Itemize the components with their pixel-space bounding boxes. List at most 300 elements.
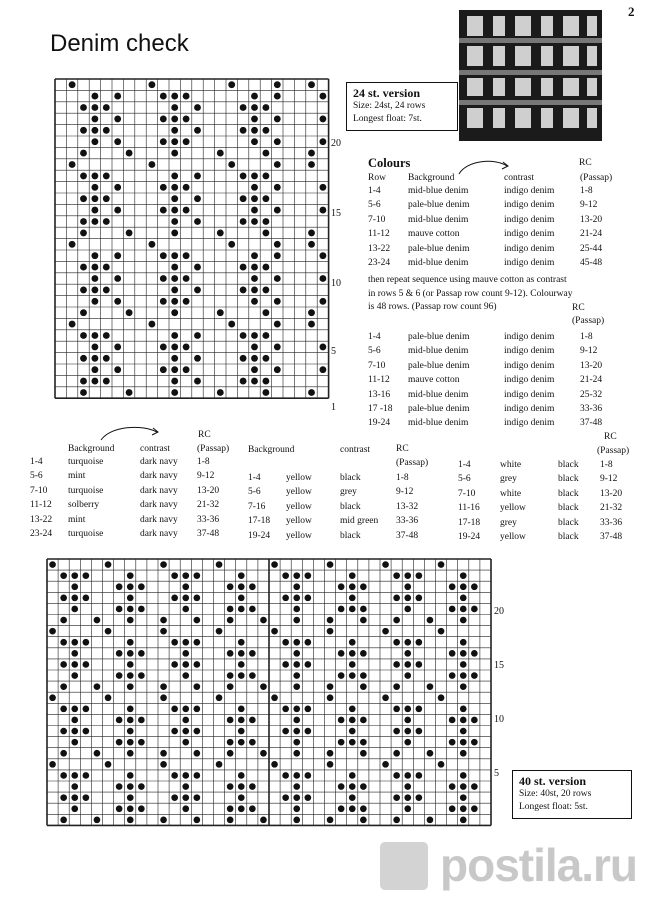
- stitch-dot: [103, 218, 110, 225]
- stitch-dot: [171, 794, 178, 801]
- stitch-dot: [71, 650, 78, 657]
- colour-cell-bg: mid-blue denim: [408, 214, 469, 225]
- stitch-dot: [71, 794, 78, 801]
- col-header-passap: (Passap): [580, 173, 613, 183]
- colour-cell-rc: 33-36: [580, 404, 603, 415]
- stitch-dot: [227, 717, 234, 724]
- stitch-dot: [127, 817, 134, 824]
- stitch-dot: [83, 639, 90, 646]
- stitch-dot: [171, 286, 178, 293]
- stitch-dot: [293, 683, 300, 690]
- stitch-dot: [216, 694, 223, 701]
- stitch-dot: [103, 264, 110, 271]
- stitch-dot: [327, 683, 334, 690]
- stitch-dot: [182, 717, 189, 724]
- stitch-dot: [91, 218, 98, 225]
- stitch-dot: [262, 229, 269, 236]
- stitch-dot: [171, 343, 178, 350]
- stitch-dot: [160, 750, 167, 757]
- stitch-dot: [274, 343, 281, 350]
- colour-cell-row: 11-12: [30, 500, 52, 511]
- stitch-dot: [160, 817, 167, 824]
- chart-40-stitch: [46, 558, 492, 830]
- colour-cell-con: indigo denim: [504, 346, 555, 357]
- stitch-dot: [460, 572, 467, 579]
- stitch-dot: [308, 150, 315, 157]
- stitch-dot: [80, 286, 87, 293]
- stitch-dot: [360, 583, 367, 590]
- stitch-dot: [194, 264, 201, 271]
- colour-cell-bg: yellow: [286, 516, 312, 527]
- stitch-dot: [471, 717, 478, 724]
- stitch-dot: [127, 617, 134, 624]
- stitch-dot: [138, 672, 145, 679]
- stitch-dot: [471, 583, 478, 590]
- stitch-dot: [319, 366, 326, 373]
- stitch-dot: [71, 717, 78, 724]
- stitch-dot: [171, 104, 178, 111]
- stitch-dot: [227, 650, 234, 657]
- stitch-dot: [416, 772, 423, 779]
- colour-row: [30, 498, 229, 512]
- colour-cell-bg: yellow: [500, 503, 526, 514]
- stitch-dot: [293, 750, 300, 757]
- colour-cell-row: 23-24: [368, 258, 391, 269]
- stitch-dot: [338, 650, 345, 657]
- stitch-dot: [171, 595, 178, 602]
- colour-cell-con: black: [558, 503, 579, 514]
- stitch-dot: [127, 750, 134, 757]
- colour-row: [248, 471, 418, 485]
- stitch-dot: [148, 81, 155, 88]
- colourway-c-rc: RC: [604, 432, 617, 442]
- stitch-dot: [393, 750, 400, 757]
- stitch-dot: [293, 583, 300, 590]
- colour-cell-bg: mid-blue denim: [408, 258, 469, 269]
- stitch-dot: [360, 617, 367, 624]
- colour-cell-con: indigo denim: [504, 186, 555, 196]
- stitch-dot: [194, 817, 201, 824]
- stitch-dot: [71, 772, 78, 779]
- stitch-dot: [416, 595, 423, 602]
- stitch-dot: [60, 728, 67, 735]
- col-header-row: Row: [368, 173, 386, 183]
- colour-row: [458, 530, 622, 544]
- stitch-dot: [460, 750, 467, 757]
- colour-cell-row: 7-10: [368, 360, 386, 371]
- stitch-dot: [80, 264, 87, 271]
- stitch-dot: [349, 639, 356, 646]
- stitch-dot: [393, 661, 400, 668]
- stitch-dot: [183, 115, 190, 122]
- stitch-dot: [182, 772, 189, 779]
- stitch-dot: [327, 761, 334, 768]
- stitch-dot: [148, 241, 155, 248]
- colour-cell-bg: turquoise: [68, 457, 104, 467]
- stitch-dot: [171, 218, 178, 225]
- stitch-dot: [293, 783, 300, 790]
- stitch-dot: [148, 321, 155, 328]
- stitch-dot: [360, 783, 367, 790]
- stitch-dot: [91, 366, 98, 373]
- colour-row: [248, 485, 418, 499]
- stitch-dot: [327, 561, 334, 568]
- stitch-dot: [83, 572, 90, 579]
- stitch-dot: [393, 572, 400, 579]
- colour-cell-bg: yellow: [286, 473, 312, 483]
- colour-cell-row: 11-12: [368, 229, 390, 240]
- stitch-dot: [103, 378, 110, 385]
- stitch-dot: [60, 572, 67, 579]
- stitch-dot: [404, 706, 411, 713]
- stitch-dot: [319, 343, 326, 350]
- stitch-dot: [249, 783, 256, 790]
- stitch-dot: [404, 572, 411, 579]
- stitch-dot: [293, 805, 300, 812]
- colours-note: [368, 274, 638, 315]
- colour-cell-row: 19-24: [368, 418, 391, 429]
- stitch-dot: [182, 794, 189, 801]
- stitch-dot: [194, 332, 201, 339]
- colour-cell-row: 7-10: [458, 488, 476, 499]
- version-24-size: Size: 24st, 24 rows: [353, 101, 426, 111]
- stitch-dot: [127, 783, 134, 790]
- colour-cell-row: 5-6: [368, 200, 381, 211]
- stitch-dot: [194, 794, 201, 801]
- page-number: 2: [628, 4, 635, 19]
- colour-cell-rc: 9-12: [197, 471, 215, 482]
- stitch-dot: [60, 661, 67, 668]
- stitch-dot: [449, 672, 456, 679]
- stitch-dot: [305, 572, 312, 579]
- stitch-dot: [183, 138, 190, 145]
- stitch-dot: [80, 127, 87, 134]
- stitch-dot: [274, 115, 281, 122]
- colour-cell-row: 1-4: [368, 186, 381, 196]
- stitch-dot: [160, 694, 167, 701]
- stitch-dot: [382, 628, 389, 635]
- stitch-dot: [427, 683, 434, 690]
- stitch-dot: [94, 750, 101, 757]
- stitch-dot: [251, 195, 258, 202]
- colour-cell-con: indigo denim: [504, 360, 555, 371]
- stitch-dot: [338, 783, 345, 790]
- stitch-dot: [416, 728, 423, 735]
- colour-cell-con: dark navy: [140, 514, 178, 525]
- stitch-dot: [91, 252, 98, 259]
- colourway-b-table: [248, 444, 396, 456]
- stitch-dot: [60, 595, 67, 602]
- colour-cell-con: black: [558, 474, 579, 485]
- stitch-dot: [260, 617, 267, 624]
- stitch-dot: [404, 606, 411, 613]
- stitch-dot: [274, 366, 281, 373]
- stitch-dot: [103, 332, 110, 339]
- stitch-dot: [91, 138, 98, 145]
- stitch-dot: [138, 805, 145, 812]
- stitch-dot: [251, 184, 258, 191]
- colour-cell-rc: 1-8: [580, 332, 593, 342]
- colour-cell-row: 5-6: [368, 346, 381, 357]
- stitch-dot: [274, 207, 281, 214]
- stitch-dot: [293, 772, 300, 779]
- stitch-dot: [227, 783, 234, 790]
- stitch-dot: [114, 138, 121, 145]
- stitch-dot: [360, 750, 367, 757]
- stitch-dot: [80, 172, 87, 179]
- stitch-dot: [327, 628, 334, 635]
- stitch-dot: [471, 672, 478, 679]
- rc-header: RC: [579, 158, 592, 168]
- stitch-dot: [349, 672, 356, 679]
- stitch-dot: [216, 761, 223, 768]
- stitch-dot: [438, 561, 445, 568]
- colour-cell-row: 5-6: [458, 474, 471, 485]
- colour-cell-rc: 13-20: [197, 485, 220, 496]
- stitch-dot: [308, 241, 315, 248]
- stitch-dot: [305, 639, 312, 646]
- stitch-dot: [71, 739, 78, 746]
- colour-row: [368, 359, 602, 373]
- stitch-dot: [460, 650, 467, 657]
- stitch-dot: [217, 389, 224, 396]
- stitch-dot: [349, 728, 356, 735]
- stitch-dot: [80, 218, 87, 225]
- stitch-dot: [305, 772, 312, 779]
- stitch-dot: [360, 683, 367, 690]
- stitch-dot: [183, 298, 190, 305]
- stitch-dot: [282, 572, 289, 579]
- stitch-dot: [319, 184, 326, 191]
- colour-cell-rc: 25-32: [580, 389, 603, 400]
- stitch-dot: [251, 218, 258, 225]
- stitch-dot: [262, 355, 269, 362]
- colour-cell-bg: turquoise: [68, 529, 104, 540]
- stitch-dot: [127, 572, 134, 579]
- stitch-dot: [105, 561, 112, 568]
- stitch-dot: [160, 184, 167, 191]
- colour-cell-con: black: [558, 517, 579, 528]
- stitch-dot: [183, 252, 190, 259]
- stitch-dot: [126, 389, 133, 396]
- stitch-dot: [171, 115, 178, 122]
- stitch-dot: [160, 617, 167, 624]
- stitch-dot: [171, 728, 178, 735]
- stitch-dot: [91, 207, 98, 214]
- stitch-dot: [227, 805, 234, 812]
- stitch-dot: [240, 355, 247, 362]
- stitch-dot: [293, 706, 300, 713]
- colour-cell-row: 11-16: [458, 503, 480, 514]
- stitch-dot: [471, 739, 478, 746]
- stitch-dot: [404, 717, 411, 724]
- stitch-dot: [262, 309, 269, 316]
- stitch-dot: [217, 150, 224, 157]
- stitch-dot: [262, 264, 269, 271]
- note-line: then repeat sequence using mauve cotton as contrast: [368, 275, 567, 285]
- colour-row: [248, 514, 418, 528]
- stitch-dot: [71, 706, 78, 713]
- stitch-dot: [327, 817, 334, 824]
- stitch-dot: [49, 561, 56, 568]
- page-title: Denim check: [50, 30, 189, 57]
- stitch-dot: [308, 309, 315, 316]
- stitch-dot: [251, 343, 258, 350]
- colour-cell-row: 19-24: [458, 532, 481, 543]
- stitch-dot: [194, 104, 201, 111]
- stitch-dot: [240, 104, 247, 111]
- stitch-dot: [216, 561, 223, 568]
- stitch-dot: [80, 378, 87, 385]
- stitch-dot: [60, 817, 67, 824]
- stitch-dot: [349, 650, 356, 657]
- stitch-dot: [80, 150, 87, 157]
- stitch-dot: [460, 728, 467, 735]
- stitch-dot: [404, 739, 411, 746]
- stitch-dot: [460, 817, 467, 824]
- colour-cell-con: black: [340, 473, 361, 483]
- stitch-dot: [416, 639, 423, 646]
- stitch-dot: [114, 207, 121, 214]
- stitch-dot: [238, 661, 245, 668]
- stitch-dot: [282, 595, 289, 602]
- stitch-dot: [127, 728, 134, 735]
- stitch-dot: [217, 309, 224, 316]
- stitch-dot: [160, 93, 167, 100]
- colour-cell-bg: mauve cotton: [408, 229, 460, 240]
- stitch-dot: [360, 650, 367, 657]
- stitch-dot: [71, 805, 78, 812]
- stitch-dot: [116, 672, 123, 679]
- stitch-dot: [138, 783, 145, 790]
- stitch-dot: [274, 321, 281, 328]
- stitch-dot: [83, 794, 90, 801]
- stitch-dot: [114, 366, 121, 373]
- stitch-dot: [114, 115, 121, 122]
- col-header-contrast: contrast: [340, 445, 371, 455]
- stitch-dot: [238, 650, 245, 657]
- stitch-dot: [160, 138, 167, 145]
- stitch-dot: [183, 275, 190, 282]
- stitch-dot: [126, 229, 133, 236]
- stitch-dot: [171, 172, 178, 179]
- stitch-dot: [305, 794, 312, 801]
- stitch-dot: [360, 606, 367, 613]
- note-line: in rows 5 & 6 (or Passap row count 9-12). Colourway: [368, 288, 573, 299]
- stitch-dot: [138, 583, 145, 590]
- row-label-10: 10: [494, 714, 504, 725]
- colour-cell-bg: yellow: [286, 501, 312, 512]
- stitch-dot: [127, 683, 134, 690]
- stitch-dot: [293, 672, 300, 679]
- colour-cell-row: 23-24: [30, 529, 53, 540]
- stitch-dot: [305, 595, 312, 602]
- stitch-dot: [194, 595, 201, 602]
- stitch-dot: [171, 229, 178, 236]
- colour-cell-rc: 9-12: [580, 200, 598, 211]
- stitch-dot: [349, 583, 356, 590]
- colour-cell-con: indigo denim: [504, 229, 555, 240]
- col-header-background: Background: [248, 445, 295, 455]
- stitch-dot: [228, 321, 235, 328]
- colour-cell-rc: 1-8: [396, 473, 409, 483]
- colour-row: [368, 388, 602, 402]
- stitch-dot: [308, 161, 315, 168]
- stitch-dot: [404, 639, 411, 646]
- stitch-dot: [460, 783, 467, 790]
- colour-cell-bg: pale-blue denim: [408, 200, 470, 211]
- stitch-dot: [240, 332, 247, 339]
- colour-cell-bg: yellow: [286, 530, 312, 541]
- stitch-dot: [182, 661, 189, 668]
- stitch-dot: [338, 805, 345, 812]
- swatch-check-pattern: [459, 10, 602, 141]
- stitch-dot: [460, 617, 467, 624]
- colour-cell-rc: 21-24: [580, 229, 603, 240]
- stitch-dot: [83, 595, 90, 602]
- colourway-c-table: [458, 458, 622, 544]
- stitch-dot: [114, 184, 121, 191]
- stitch-dot: [293, 650, 300, 657]
- stitch-dot: [127, 805, 134, 812]
- colour-cell-con: black: [558, 460, 579, 470]
- stitch-dot: [60, 639, 67, 646]
- colour-cell-con: mid green: [340, 516, 379, 527]
- passap-header-2: (Passap): [572, 316, 605, 326]
- stitch-dot: [160, 343, 167, 350]
- stitch-dot: [116, 783, 123, 790]
- version-40-float: Longest float: 5st.: [519, 802, 588, 812]
- colour-row: [458, 501, 622, 515]
- colour-cell-row: 5-6: [248, 487, 261, 498]
- colour-cell-con: dark navy: [140, 457, 178, 467]
- stitch-dot: [251, 264, 258, 271]
- colour-row: [458, 487, 622, 501]
- colour-cell-row: 13-22: [368, 243, 391, 254]
- stitch-dot: [471, 805, 478, 812]
- stitch-dot: [194, 683, 201, 690]
- stitch-dot: [308, 321, 315, 328]
- colour-row: [368, 416, 602, 430]
- stitch-dot: [228, 81, 235, 88]
- stitch-dot: [160, 366, 167, 373]
- colour-row: [30, 469, 229, 483]
- stitch-dot: [308, 229, 315, 236]
- stitch-dot: [251, 104, 258, 111]
- colour-cell-rc: 1-8: [197, 457, 210, 467]
- colour-cell-bg: mint: [68, 471, 86, 482]
- stitch-dot: [305, 706, 312, 713]
- stitch-dot: [274, 252, 281, 259]
- colour-cell-con: black: [558, 532, 579, 543]
- stitch-dot: [127, 583, 134, 590]
- stitch-dot: [262, 218, 269, 225]
- stitch-dot: [274, 93, 281, 100]
- stitch-dot: [282, 661, 289, 668]
- stitch-dot: [160, 207, 167, 214]
- stitch-dot: [240, 172, 247, 179]
- stitch-dot: [105, 761, 112, 768]
- colourway-b-rows: [248, 471, 418, 543]
- stitch-dot: [282, 728, 289, 735]
- stitch-dot: [171, 639, 178, 646]
- colour-cell-row: 1-4: [368, 332, 381, 342]
- colour-cell-bg: grey: [500, 517, 517, 528]
- colour-cell-rc: 13-32: [396, 501, 419, 512]
- stitch-dot: [91, 195, 98, 202]
- stitch-dot: [416, 706, 423, 713]
- stitch-dot: [249, 672, 256, 679]
